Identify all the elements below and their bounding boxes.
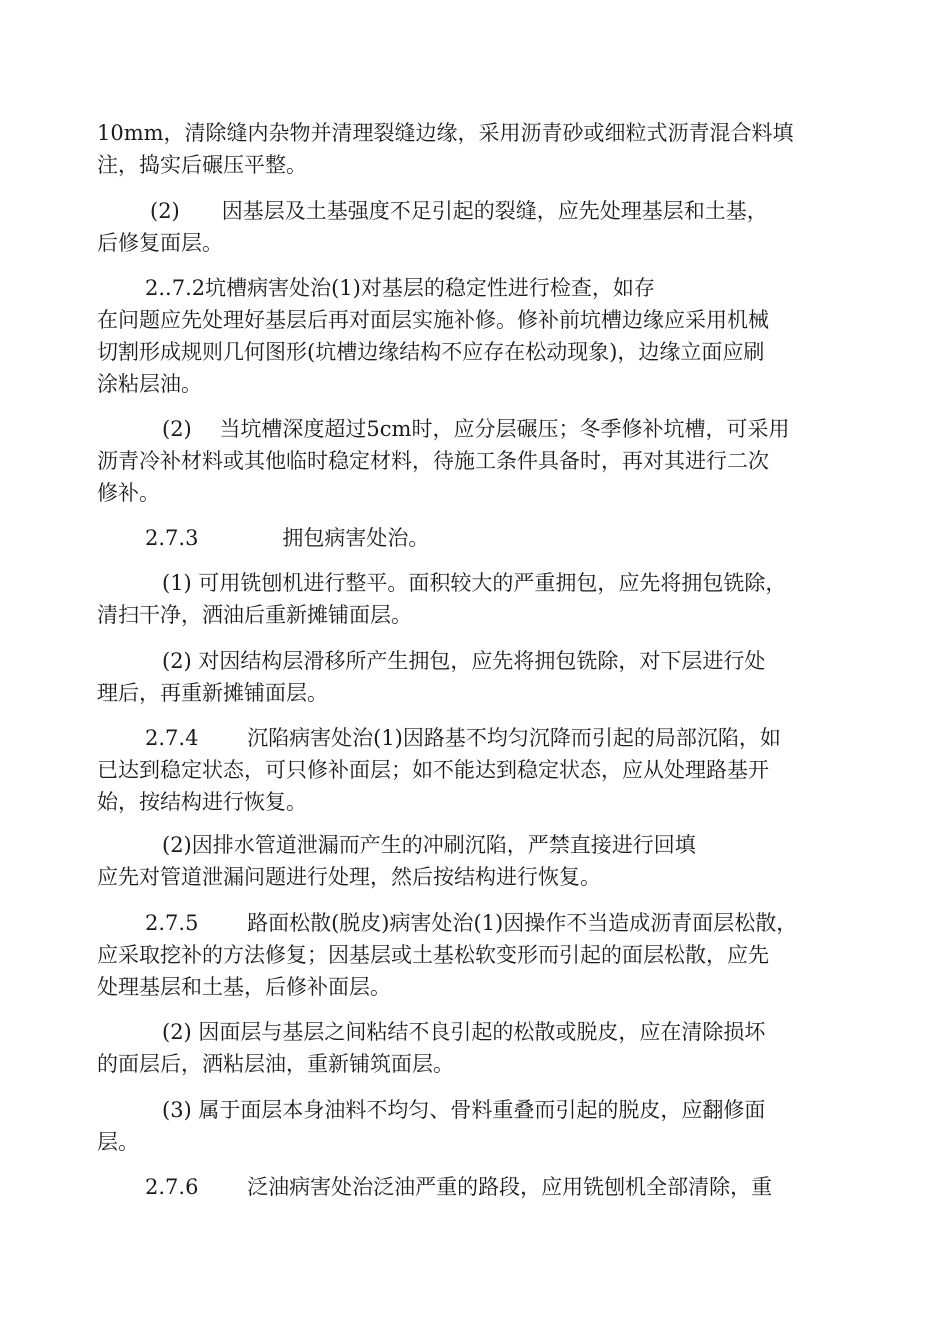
- text-line: 已达到稳定状态，可只修补面层；如不能达到稳定状态，应从处理路基开: [97, 758, 769, 782]
- text-line: 涂粘层油。: [97, 372, 202, 396]
- text-line: (2) 对因结构层滑移所产生拥包，应先将拥包铣除，对下层进行处: [162, 649, 766, 673]
- text-line: 2.7.4 沉陷病害处治(1)因路基不均匀沉降而引起的局部沉陷，如: [145, 726, 781, 750]
- text-line: 2.7.5 路面松散(脱皮)病害处治(1)因操作不当造成沥青面层松散，: [145, 911, 798, 935]
- text-line: (2) 因面层与基层之间粘结不良引起的松散或脱皮，应在清除损坏: [162, 1020, 766, 1044]
- text-line: 后修复面层。: [97, 231, 223, 255]
- text-line: 应先对管道泄漏问题进行处理，然后按结构进行恢复。: [97, 865, 601, 889]
- text-line: 应采取挖补的方法修复；因基层或土基松软变形而引起的面层松散，应先: [97, 943, 769, 967]
- text-line: 理后，再重新摊铺面层。: [97, 681, 328, 705]
- text-line: 清扫干净，洒油后重新摊铺面层。: [97, 603, 412, 627]
- text-line: 在问题应先处理好基层后再对面层实施补修。修补前坑槽边缘应采用机械: [97, 308, 769, 332]
- text-line: (2) 当坑槽深度超过5cm时，应分层碾压；冬季修补坑槽，可采用: [162, 417, 790, 441]
- text-line: (2) 因基层及土基强度不足引起的裂缝，应先处理基层和土基，: [150, 199, 768, 223]
- text-line: 2..7.2坑槽病害处治(1)对基层的稳定性进行检查，如存: [145, 276, 655, 300]
- text-line: 切割形成规则几何图形(坑槽边缘结构不应存在松动现象)，边缘立面应刷: [97, 340, 765, 364]
- text-line: 注，捣实后碾压平整。: [97, 153, 307, 177]
- text-line: 修补。: [97, 481, 160, 505]
- text-line: 层。: [97, 1130, 139, 1154]
- text-line: 10mm，清除缝内杂物并清理裂缝边缘，采用沥青砂或细粒式沥青混合料填: [97, 121, 794, 145]
- text-line: 沥青冷补材料或其他临时稳定材料，待施工条件具备时，再对其进行二次: [97, 449, 769, 473]
- text-line: 2.7.6 泛油病害处治泛油严重的路段，应用铣刨机全部清除，重: [145, 1175, 773, 1199]
- text-line: 处理基层和土基，后修补面层。: [97, 975, 391, 999]
- text-line: 的面层后，洒粘层油，重新铺筑面层。: [97, 1052, 454, 1076]
- text-line: (1) 可用铣刨机进行整平。面积较大的严重拥包，应先将拥包铣除，: [162, 571, 787, 595]
- text-line: 2.7.3 拥包病害处治。: [145, 526, 430, 550]
- text-line: (3) 属于面层本身油料不均匀、骨料重叠而引起的脱皮，应翻修面: [162, 1098, 766, 1122]
- text-line: 始，按结构进行恢复。: [97, 790, 307, 814]
- text-line: (2)因排水管道泄漏而产生的冲刷沉陷，严禁直接进行回填: [162, 833, 696, 857]
